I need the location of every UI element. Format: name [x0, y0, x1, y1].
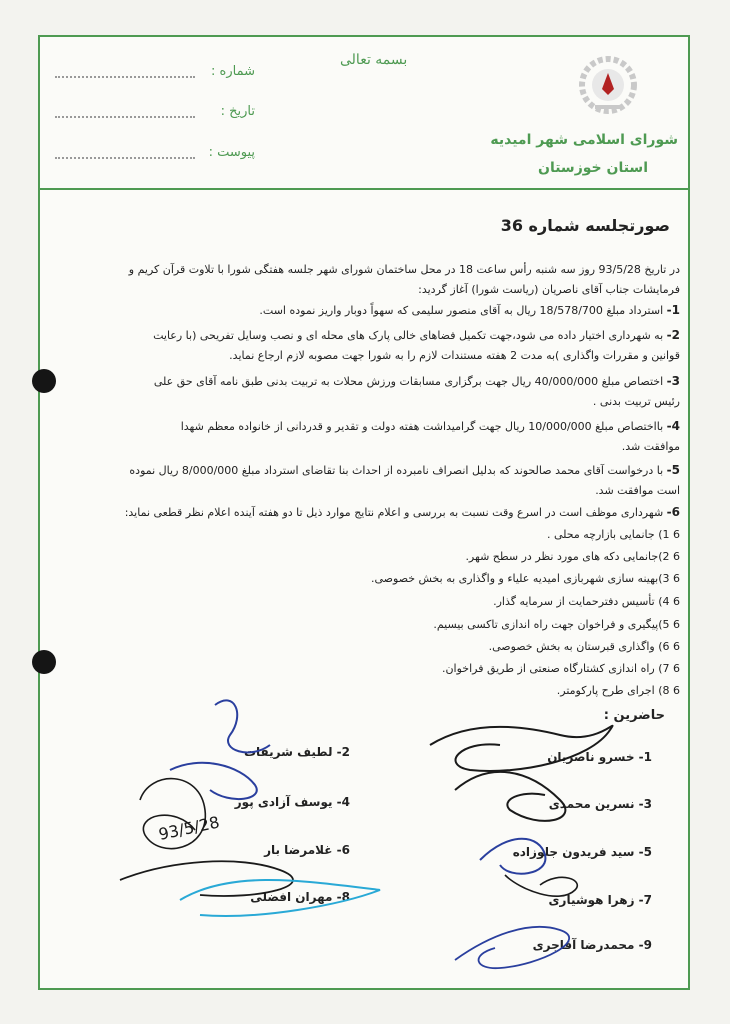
iran-emblem-icon — [575, 55, 641, 119]
date-label: تاریخ : — [220, 104, 255, 119]
page-title: صورتجلسه شماره 36 — [500, 216, 670, 235]
attendee-name: 2- لطیف شریفات — [243, 745, 350, 759]
sub-item: 6 7) راه اندازی کشتارگاه صنعتی از طریق فراخوان. — [441, 662, 680, 675]
resolution-item-4: 4- بااختصاص مبلغ 10/000/000 ریال جهت گرامیداشت هفته دولت و تقدیر و قدردانی از خانواده معظم شهدا موافقت شد. — [180, 419, 680, 453]
handwritten-date: 93/5/28 — [156, 812, 222, 844]
sub-item: 6 3)بهینه سازی شهربازی امیدیه علیاء و واگذاری به بخش خصوصی. — [371, 572, 680, 585]
sub-item: 6 5)پیگیری و فراخوان جهت راه اندازی تاکسی بیسیم. — [433, 618, 680, 631]
bismillah: بسمه تعالی — [340, 52, 408, 68]
sub-item: 6 4) تأسیس دفترحمایت از سرمایه گذار. — [493, 595, 680, 608]
punch-hole-top — [32, 369, 56, 393]
resolution-item-5: 5- با درخواست آقای محمد صالحوند که بدلیل انصراف نامبرده از احداث بنا تقاضای استرداد مبلغ 8/000/000 ریال نموده است موافقت شد. — [129, 463, 680, 497]
intro-paragraph — [80, 260, 680, 300]
number-field — [55, 64, 255, 82]
attendee-name: 9- محمدرضا آقاجری — [532, 938, 652, 952]
resolution-item-3: 3- اختصاص مبلغ 40/000/000 ریال جهت برگزاری مسابقات ورزش محلات به تربیت بدنی طبق نامه آقای حق علی رئیس تربیت بدنی . — [153, 374, 680, 408]
sub-item: 6 2)جانمایی دکه های مورد نظر در سطح شهر. — [465, 550, 680, 563]
attendee-name: 5- سید فریدون جلوزاده — [512, 845, 652, 859]
sub-item: 6 1) جانمایی بازارچه محلی . — [546, 528, 680, 541]
attachment-field — [55, 145, 255, 163]
sub-item: 6 8) اجرای طرح پارکومتر. — [556, 684, 680, 697]
sub-item: 6 6) واگذاری قبرستان به بخش خصوصی. — [488, 640, 680, 653]
intro-line: فرمایشات جناب آقای ناصریان (ریاست شورا) آغاز گردید: — [418, 283, 680, 296]
punch-hole-bottom — [32, 650, 56, 674]
attendee-name: 6- غلامرضا بار — [264, 843, 350, 857]
attachment-label: پیوست : — [208, 145, 255, 160]
attendee-name: 7- زهرا هوشیاری — [548, 893, 652, 907]
attendees-title: حاضرین : — [603, 708, 665, 723]
intro-line: در تاریخ 93/5/28 روز سه شنبه رأس ساعت 18 در محل ساختمان شورای شهر جلسه هفتگی شورا با تلاوت قرآن کریم و — [128, 263, 680, 276]
province-name: استان خوزستان — [538, 160, 648, 176]
attendee-name: 8- مهران افضلی — [250, 890, 350, 904]
header-divider — [38, 188, 690, 190]
resolution-item-2: 2- به شهرداری اختیار داده می شود،جهت تکمیل فضاهای خالی پارک های محله ای و نصب وسایل تفریحی (با رعایت قوانین و مقررات واگذاری )به مدت 2 هفته مستندات لازم را به شورا جهت مصوبه لازم ارجاع نماید. — [153, 328, 680, 362]
attendee-name: 4- یوسف آزادی پور — [234, 795, 350, 809]
number-label: شماره : — [211, 64, 255, 79]
attendee-name: 3- نسرین محمدی — [548, 797, 652, 811]
council-name: شورای اسلامی شهر امیدیه — [490, 132, 678, 148]
resolution-item-6: 6- شهرداری موظف است در اسرع وقت نسبت به بررسی و اعلام نتایج موارد ذیل تا دو هفته آینده اعلام نظر قطعی نماید: — [124, 505, 680, 519]
resolution-item-1: 1- استرداد مبلغ 18/578/700 ریال به آقای منصور سلیمی که سهواً دوبار واریز نموده است. — [259, 303, 680, 317]
attendee-name: 1- خسرو ناصریان — [547, 750, 652, 764]
date-field — [55, 104, 255, 122]
